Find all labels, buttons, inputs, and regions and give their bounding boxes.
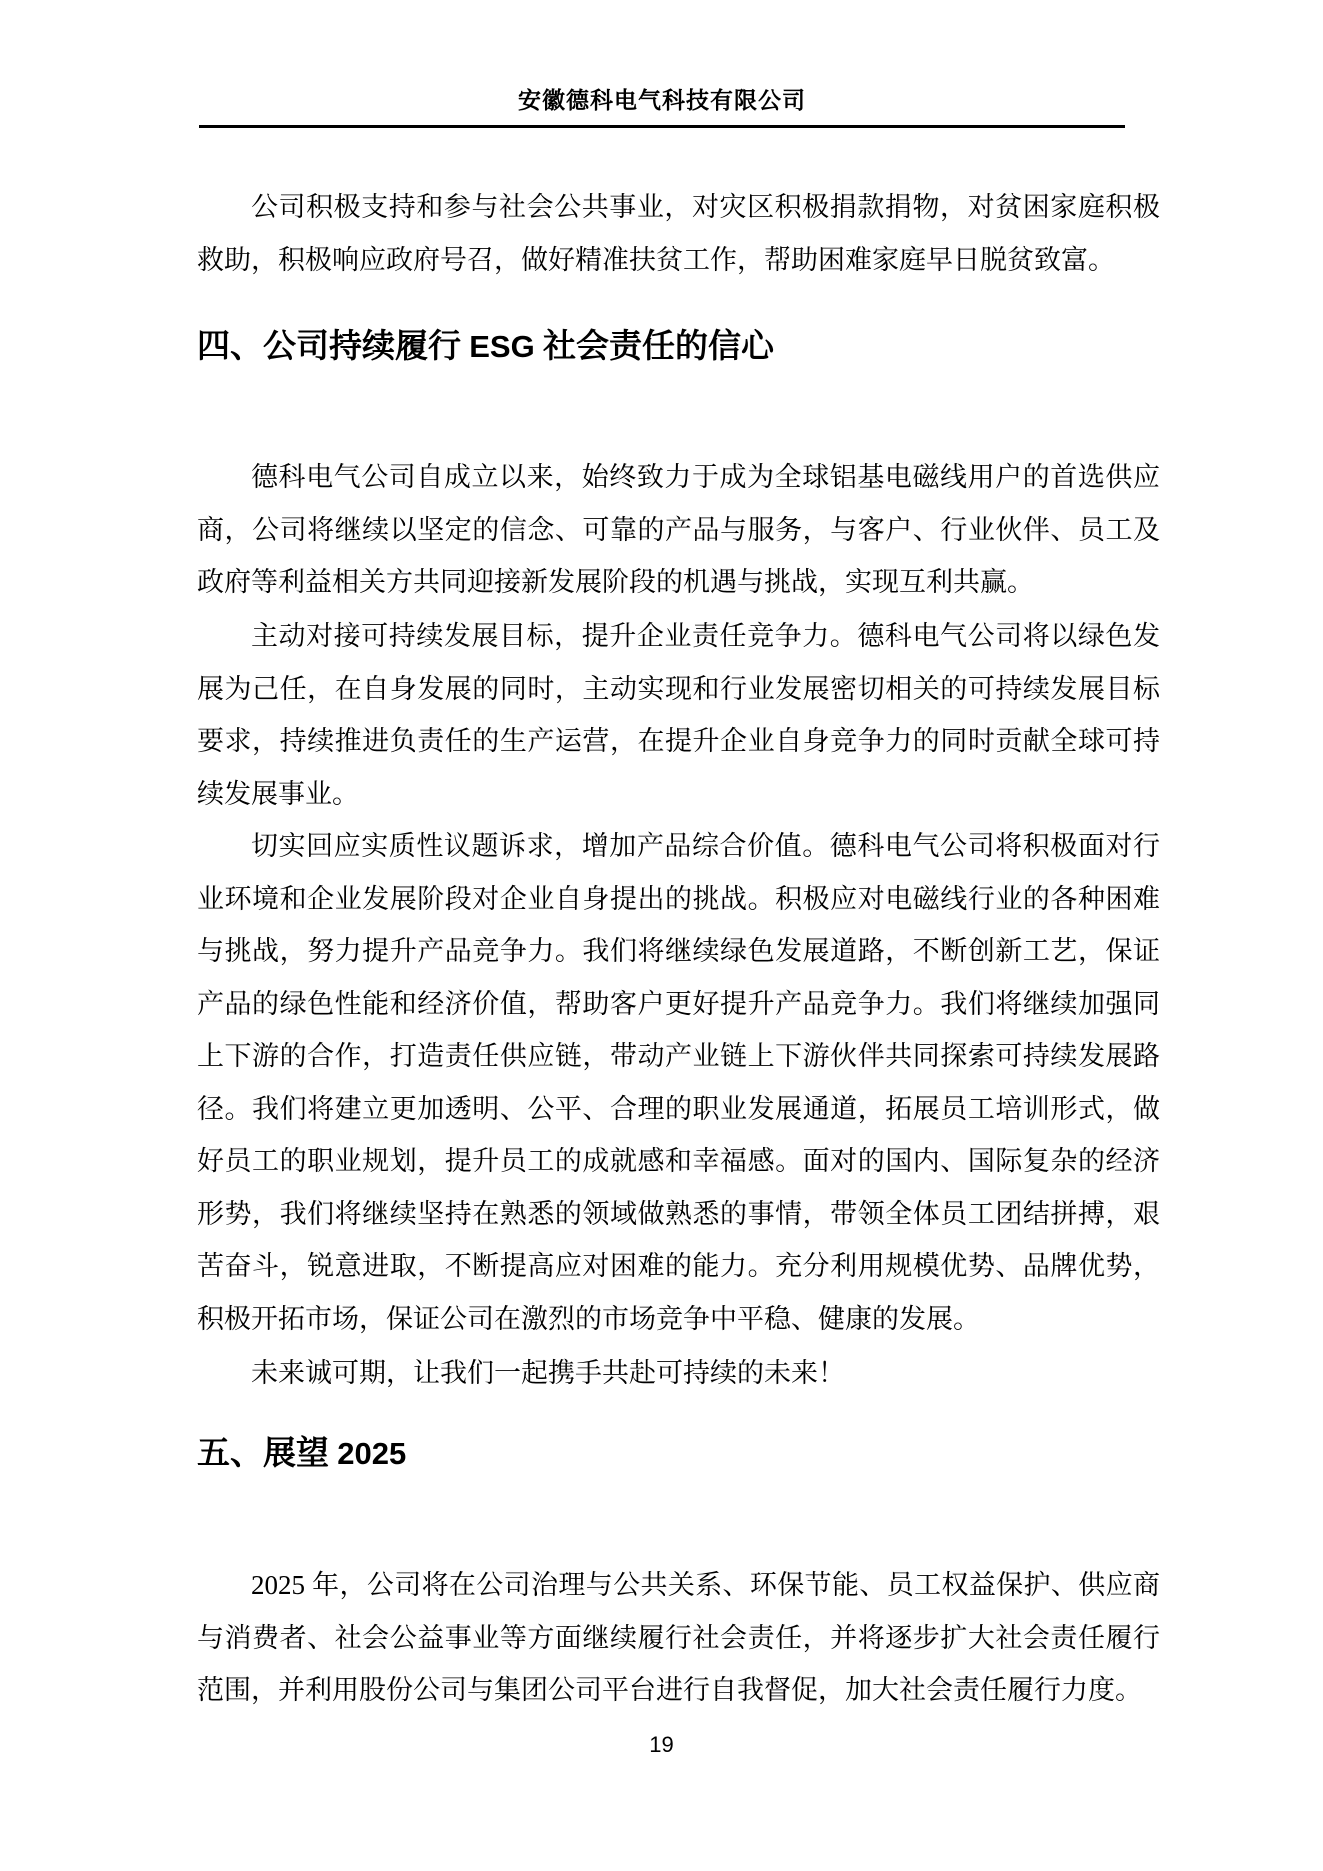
header-divider-rule — [199, 125, 1125, 128]
heading-four-suffix: 社会责任的信心 — [534, 329, 774, 366]
page-header-company-name: 安徽德科电气科技有限公司 — [518, 88, 806, 113]
page-number: 19 — [649, 1732, 674, 1757]
paragraph-material-issues: 切实回应实质性议题诉求，增加产品综合价值。德科电气公司将积极面对行业环境和企业发展阶段对企业自身提出的挑战。积极应对电磁线行业的各种困难与挑战，努力提升产品竞争力。我们将继续绿色发展道路，不断创新工艺，保证产品的绿色性能和经济价值，帮助客户更好提升产品竞争力。我们将继续加强同上下游的合作，打造责任供应链，带动产业链上下游伙伴共同探索可持续发展路径。我们将建立更加透明、公平、合理的职业发展通道，拓展员工培训形式，做好员工的职业规划，提升员工的成就感和幸福感。面对的国内、国际复杂的经济形势，我们将继续坚持在熟悉的领域做熟悉的事情，带领全体员工团结拼搏，艰苦奋斗，锐意进取，不断提高应对困难的能力。充分利用规模优势、品牌优势，积极开拓市场，保证公司在激烈的市场竞争中平稳、健康的发展。 — [197, 831, 1160, 1334]
heading-five-prefix: 五、展望 — [197, 1436, 338, 1473]
paragraph-social-welfare: 公司积极支持和参与社会公共事业，对灾区积极捐款捐物，对贫困家庭积极救助，积极响应政府号召，做好精准扶贫工作，帮助困难家庭早日脱贫致富。 — [197, 192, 1160, 275]
section-heading-four — [197, 325, 1160, 369]
paragraph-company-commitment: 德科电气公司自成立以来，始终致力于成为全球铝基电磁线用户的首选供应商，公司将继续以坚定的信念、可靠的产品与服务，与客户、行业伙伴、员工及政府等利益相关方共同迎接新发展阶段的机遇与挑战，实现互利共赢。 — [197, 462, 1160, 597]
section-heading-five — [197, 1432, 1160, 1476]
heading-four-esg-label: ESG — [469, 329, 535, 365]
paragraph-sustainable-goals: 主动对接可持续发展目标，提升企业责任竞争力。德科电气公司将以绿色发展为己任，在自身发展的同时，主动实现和行业发展密切相关的可持续发展目标要求，持续推进负责任的生产运营，在提升企业自身竞争力的同时贡献全球可持续发展事业。 — [197, 621, 1160, 809]
paragraph-2025-plan: 2025 年，公司将在公司治理与公共关系、环保节能、员工权益保护、供应商与消费者、社会公益事业等方面继续履行社会责任，并将逐步扩大社会责任履行范围，并利用股份公司与集团公司平台进行自我督促，加大社会责任履行力度。 — [197, 1570, 1160, 1705]
paragraph-future-outlook-line: 未来诚可期，让我们一起携手共赴可持续的未来！ — [251, 1358, 845, 1388]
heading-four-prefix: 四、公司持续履行 — [197, 329, 470, 366]
heading-five-year-label: 2025 — [337, 1436, 407, 1472]
